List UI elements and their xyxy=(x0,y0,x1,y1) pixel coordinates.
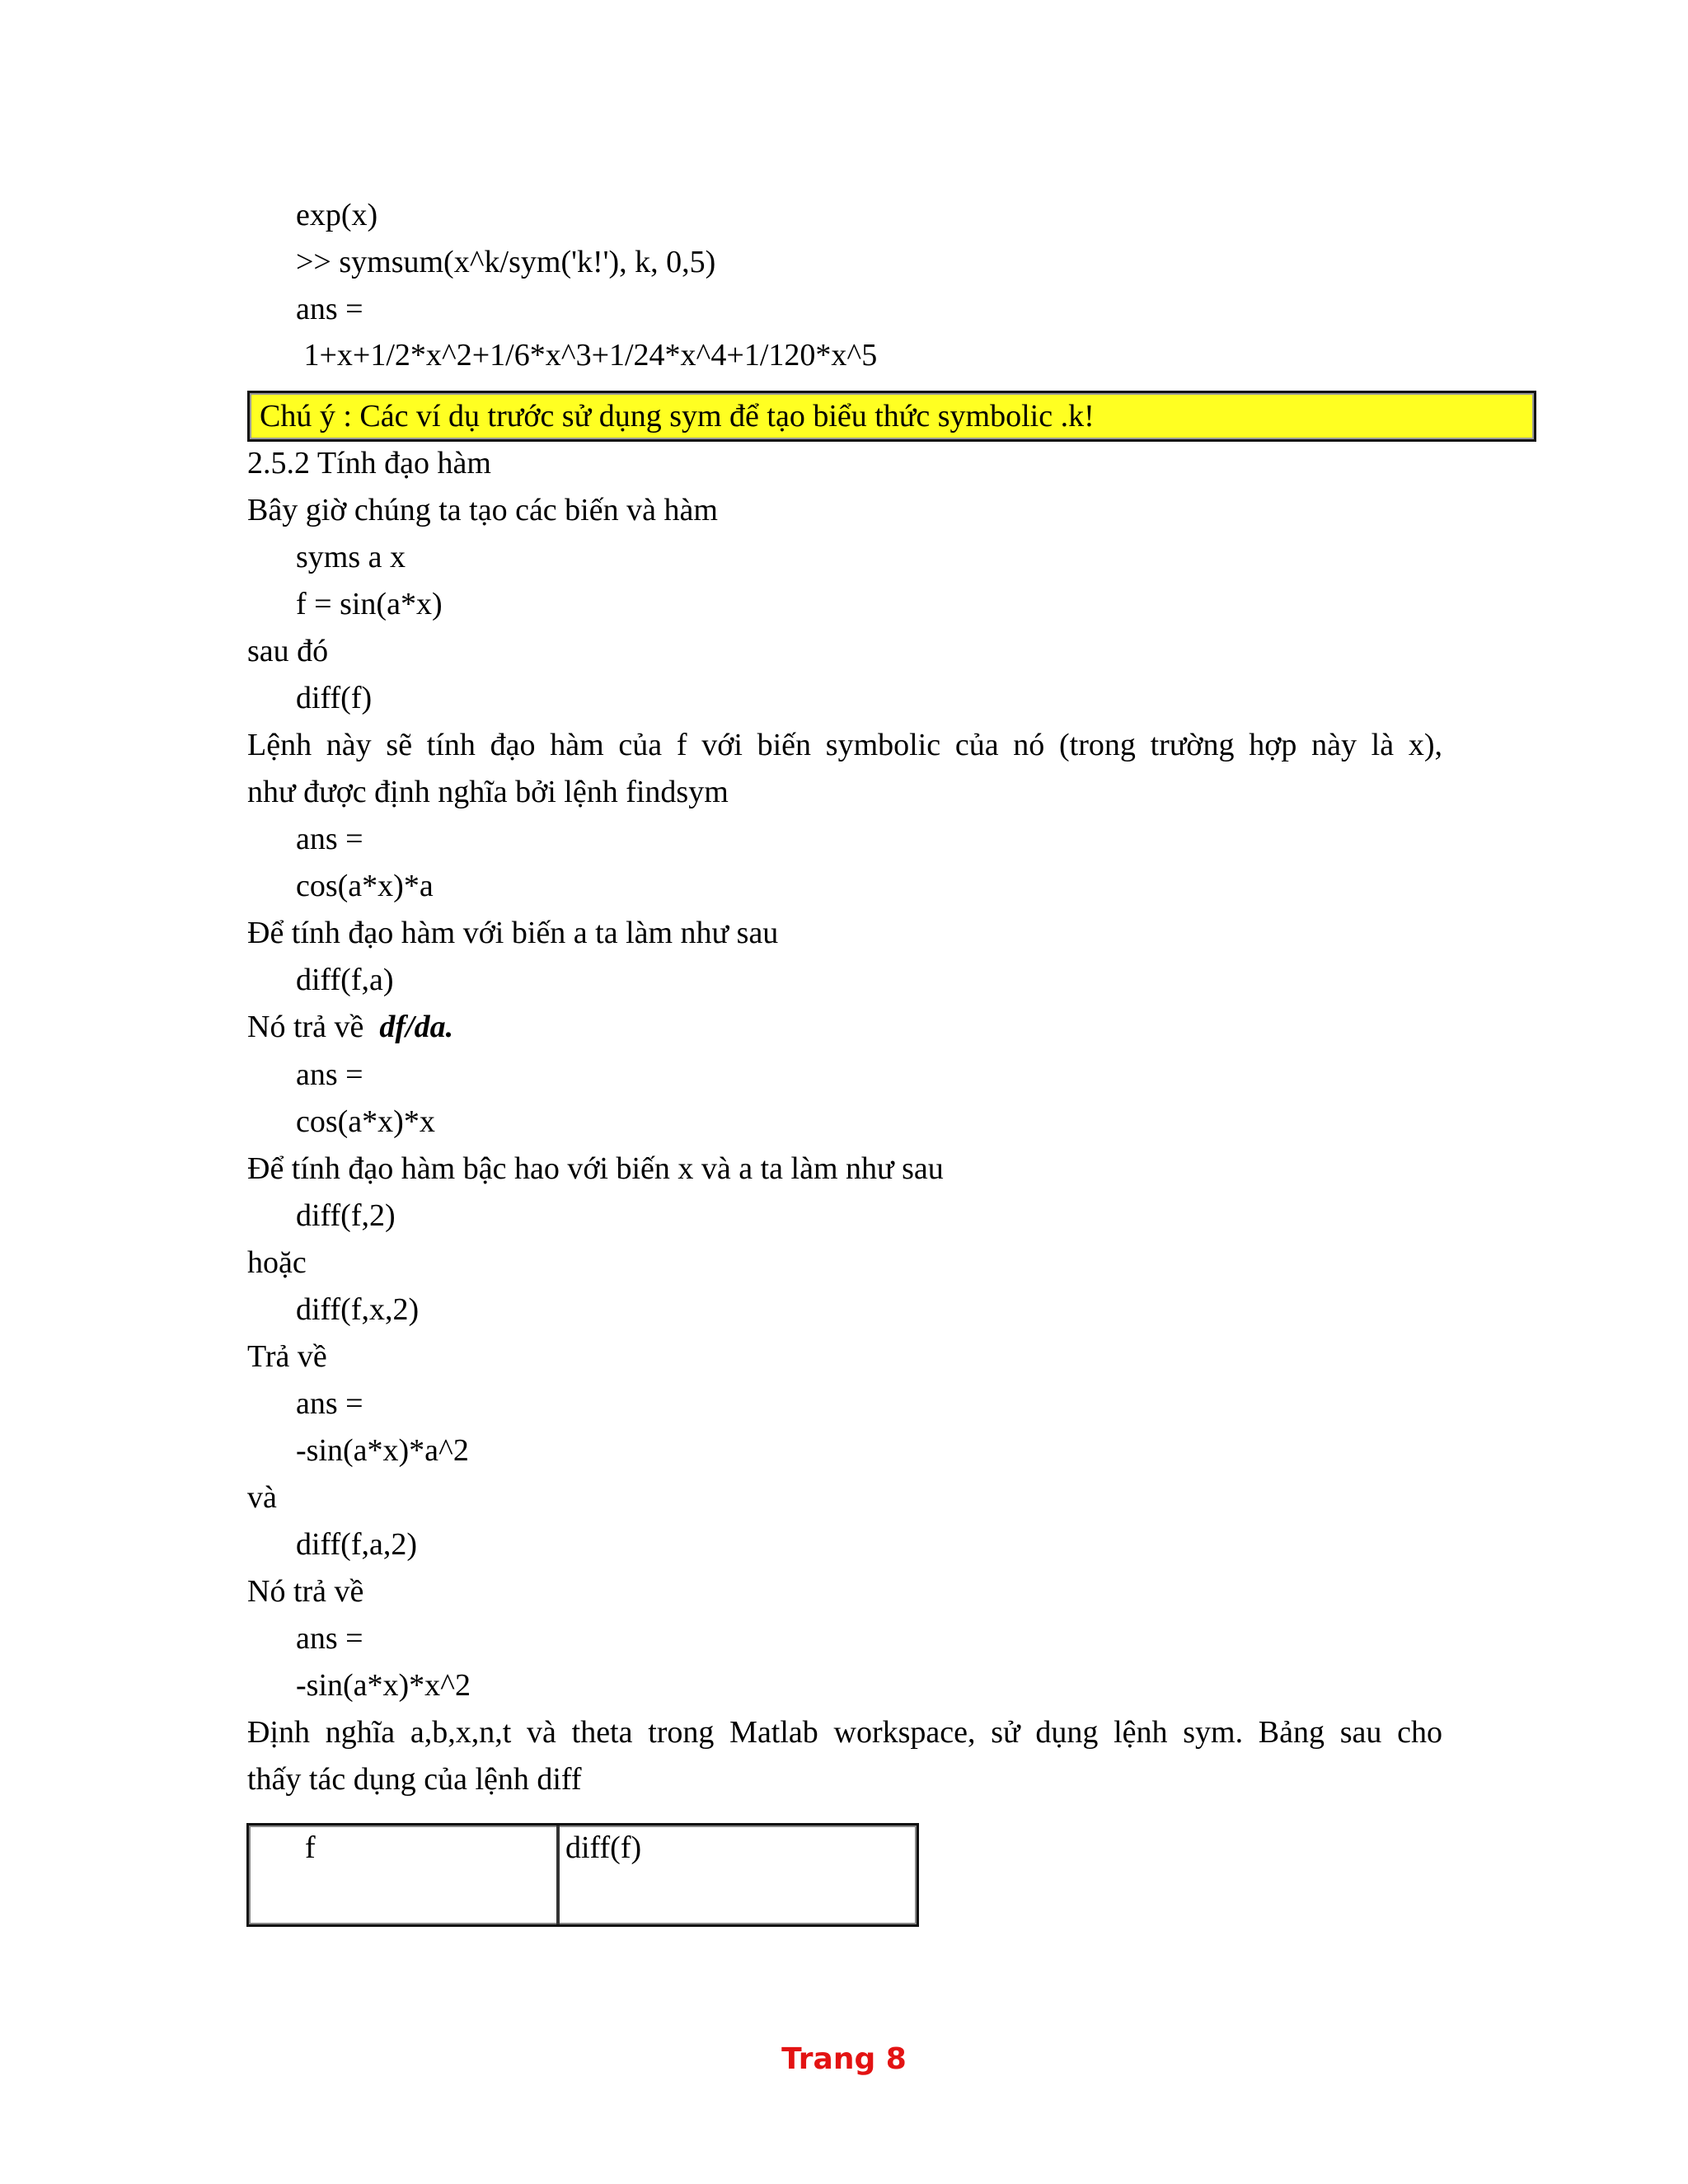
table-header-diff: diff(f) xyxy=(565,1830,642,1865)
paragraph-line: Nó trả về xyxy=(247,1574,364,1609)
paragraph-line: Trả về xyxy=(247,1339,327,1374)
paragraph-line xyxy=(247,1006,453,1047)
paragraph-line: Định nghĩa a,b,x,n,t và theta trong Matlab workspace, sử dụng lệnh sym. Bảng sau cho xyxy=(247,1715,1442,1750)
section-heading: 2.5.2 Tính đạo hàm xyxy=(247,446,491,480)
paragraph-line: hoặc xyxy=(247,1245,307,1280)
code-line: cos(a*x)*a xyxy=(296,869,434,903)
code-line: exp(x) xyxy=(296,198,378,232)
code-line: ans = xyxy=(296,292,363,326)
code-line: syms a x xyxy=(296,540,406,574)
paragraph-line: sau đó xyxy=(247,634,329,668)
diff-table xyxy=(246,1823,919,1927)
code-line: diff(f,a) xyxy=(296,963,394,997)
code-line: ans = xyxy=(296,1057,363,1092)
code-line: ans = xyxy=(296,822,363,856)
note-box: Chú ý : Các ví dụ trước sử dụng sym để tạo biểu thức symbolic .k! xyxy=(247,391,1536,442)
paragraph-text: Nó trả về xyxy=(247,1010,372,1044)
code-line: ans = xyxy=(296,1621,363,1656)
page-footer: Trang 8 xyxy=(781,2042,907,2076)
code-line: 1+x+1/2*x^2+1/6*x^3+1/24*x^4+1/120*x^5 xyxy=(296,338,878,373)
table-column-divider xyxy=(556,1825,560,1924)
code-line: cos(a*x)*x xyxy=(296,1104,435,1139)
code-line: diff(f,x,2) xyxy=(296,1292,420,1327)
code-line: >> symsum(x^k/sym('k!'), k, 0,5) xyxy=(296,245,716,279)
code-line: ans = xyxy=(296,1386,363,1421)
paragraph-line: Để tính đạo hàm bậc hao với biến x và a ta làm như sau xyxy=(247,1151,944,1186)
paragraph-line: Lệnh này sẽ tính đạo hàm của f với biến symbolic của nó (trong trường hợp này là x), xyxy=(247,728,1442,762)
code-line: f = sin(a*x) xyxy=(296,587,443,621)
paragraph-line: Để tính đạo hàm với biến a ta làm như sau xyxy=(247,916,779,950)
code-line: diff(f,2) xyxy=(296,1198,396,1233)
derivative-notation: df/da. xyxy=(379,1010,454,1044)
code-line: diff(f) xyxy=(296,681,373,715)
table-header-f: f xyxy=(305,1830,316,1865)
code-line: -sin(a*x)*a^2 xyxy=(296,1433,469,1468)
code-line: -sin(a*x)*x^2 xyxy=(296,1668,471,1703)
paragraph-line: và xyxy=(247,1480,277,1515)
paragraph-line: như được định nghĩa bởi lệnh findsym xyxy=(247,775,729,809)
paragraph-line: thấy tác dụng của lệnh diff xyxy=(247,1762,582,1797)
code-line: diff(f,a,2) xyxy=(296,1527,418,1562)
paragraph-line: Bây giờ chúng ta tạo các biến và hàm xyxy=(247,493,718,527)
